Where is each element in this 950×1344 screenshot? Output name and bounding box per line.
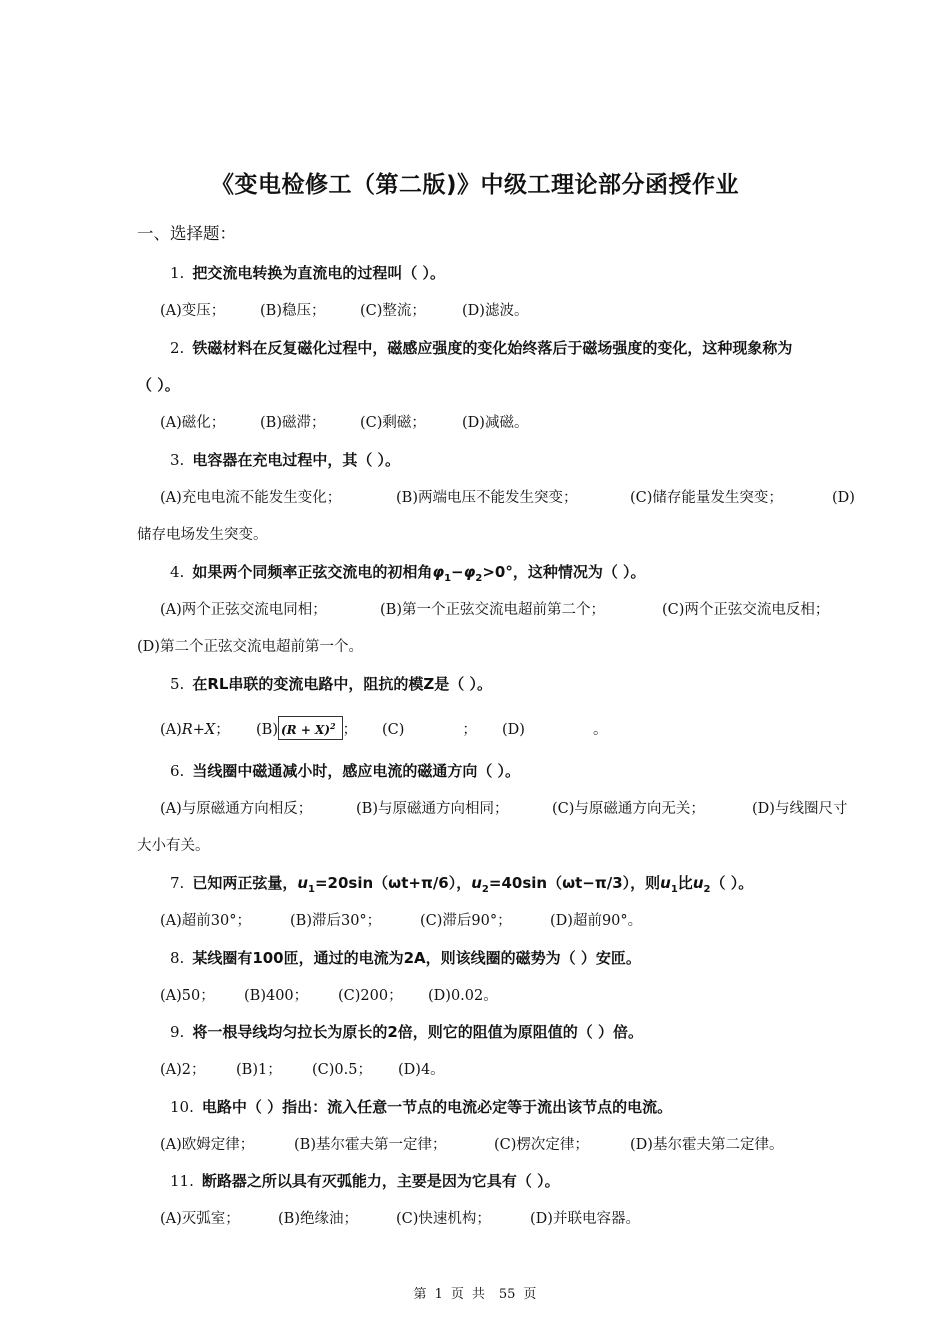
option-a: (A)R+X； (160, 722, 230, 738)
question-number: 3. (170, 451, 185, 469)
option-a: (A)磁化； (160, 415, 226, 431)
option-d: (D)与线圈尺寸 (752, 801, 848, 817)
question-2 (170, 337, 870, 358)
options-4 (160, 598, 829, 619)
options-6 (160, 797, 847, 818)
question-number: 11. (170, 1172, 194, 1190)
option-c: (C)与原磁通方向无关； (552, 801, 705, 817)
formula-image: $(R + X)^2$ (278, 716, 343, 740)
question-5 (170, 673, 870, 694)
option-a: (A)与原磁通方向相反； (160, 801, 313, 817)
option-a: (A)超前30°； (160, 913, 251, 929)
question-number: 4. (170, 563, 185, 581)
question-text: 铁磁材料在反复磁化过程中，磁感应强度的变化始终落后于磁场强度的变化，这种现象称为 (192, 339, 793, 357)
phi-subscript: 1 (444, 573, 452, 584)
option-d: (D)滤波。 (462, 303, 529, 319)
option-d: (D)0.02。 (428, 988, 498, 1004)
options-10 (160, 1133, 783, 1154)
question-text: 把交流电转换为直流电的过程叫（ ）。 (192, 264, 446, 282)
question-number: 7. (170, 874, 185, 892)
option-c: (C)快速机构； (396, 1211, 491, 1227)
options-8 (160, 984, 498, 1005)
option-a: (A)充电电流不能发生变化； (160, 490, 342, 506)
option-b: (B)磁滞； (260, 415, 326, 431)
option-b: (B)稳压； (260, 303, 326, 319)
option-c: (C)滞后90°； (420, 913, 512, 929)
option-d: (D) (832, 490, 855, 506)
option-a: (A)灭弧室； (160, 1211, 240, 1227)
options-6-cont: 大小有关。 (137, 838, 210, 854)
question-number: 9. (170, 1023, 185, 1041)
option-a: (A)欧姆定律； (160, 1137, 255, 1153)
question-text: 断路器之所以具有灭弧能力，主要是因为它具有（ ）。 (201, 1172, 560, 1190)
options-1 (160, 299, 528, 320)
question-number: 1. (170, 264, 185, 282)
question-1 (170, 262, 870, 283)
phi-symbol: φ (432, 563, 445, 581)
option-d: (D)减磁。 (462, 415, 529, 431)
options-4-cont: (D)第二个正弦交流电超前第一个。 (137, 639, 363, 655)
option-c: (C) ； (382, 722, 477, 738)
option-b: (B)绝缘油； (278, 1211, 358, 1227)
option-a: (A)2； (160, 1062, 206, 1078)
question-text: 电容器在充电过程中，其（ ）。 (192, 451, 401, 469)
question-number: 10. (170, 1098, 194, 1116)
question-number: 5. (170, 675, 185, 693)
question-text-cont: （ ）。 (137, 376, 180, 394)
section-heading: 一、选择题： (137, 224, 236, 243)
option-b: (B)与原磁通方向相同； (356, 801, 509, 817)
question-11 (170, 1170, 870, 1191)
question-number: 8. (170, 949, 185, 967)
option-a: (A)变压； (160, 303, 226, 319)
option-d: (D)超前90°。 (550, 913, 643, 929)
question-text: >0°，这种情况为（ ）。 (482, 563, 646, 581)
question-8 (170, 947, 870, 968)
option-a: (A)两个正弦交流电同相； (160, 602, 327, 618)
question-10 (170, 1096, 870, 1117)
option-c: (C)剩磁； (360, 415, 426, 431)
total-pages: 55 (498, 1287, 516, 1302)
option-c: (C)200； (338, 988, 403, 1004)
question-number: 6. (170, 762, 185, 780)
page-footer: 第 1 页 共 55 页 (413, 1287, 537, 1302)
options-11 (160, 1207, 640, 1228)
option-b: (B) $(R + X)^2$ ； (256, 718, 382, 740)
option-b: (B)基尔霍夫第一定律； (294, 1137, 447, 1153)
question-3 (170, 449, 870, 470)
option-c: (C)整流； (360, 303, 426, 319)
phi-subscript: 2 (475, 573, 483, 584)
option-c: (C)楞次定律； (494, 1137, 589, 1153)
question-9 (170, 1021, 870, 1042)
question-text: 某线圈有100匝，通过的电流为2A，则该线圈的磁势为（ ）安匝。 (192, 949, 641, 967)
question-text: 如果两个同频率正弦交流电的初相角 (192, 563, 433, 581)
minus-sign: − (451, 563, 464, 581)
question-text: 当线圈中磁通减小时，感应电流的磁通方向（ ）。 (192, 762, 521, 780)
option-b: (B)1； (236, 1062, 282, 1078)
option-b: (B)400； (244, 988, 309, 1004)
options-3 (160, 486, 855, 507)
question-2-cont (137, 374, 837, 395)
document-title: 《变电检修工（第二版)》中级工理论部分函授作业 (210, 172, 739, 198)
options-3-cont: 储存电场发生突变。 (137, 527, 268, 543)
page-number: 1 (434, 1287, 443, 1302)
options-7 (160, 909, 642, 930)
option-b: (B)第一个正弦交流电超前第二个； (380, 602, 605, 618)
option-a: (A)50； (160, 988, 215, 1004)
phi-symbol: φ (463, 563, 476, 581)
options-2 (160, 411, 528, 432)
option-d: (D)并联电容器。 (530, 1211, 640, 1227)
option-c: (C)储存能量发生突变； (630, 490, 783, 506)
option-d: (D)4。 (398, 1062, 445, 1078)
question-text: 电路中（ ）指出：流入任意一节点的电流必定等于流出该节点的电流。 (201, 1098, 673, 1116)
question-6 (170, 760, 870, 781)
question-4 (170, 561, 870, 584)
question-7: 7. 已知两正弦量，$u_1=20\sin(\omega t+\pi/6)$，$u_2=40\sin(\omega t-\pi/3)$，则$u_1$比$u_2$（ ）。 (170, 874, 754, 895)
option-b: (B)滞后30°； (290, 913, 382, 929)
question-text: 在RL串联的变流电路中，阻抗的模Z是（ ）。 (192, 675, 493, 693)
option-d: (D)基尔霍夫第二定律。 (630, 1137, 784, 1153)
option-b: (B)两端电压不能发生突变； (396, 490, 578, 506)
question-text: 将一根导线均匀拉长为原长的2倍，则它的阻值为原阻值的（ ）倍。 (192, 1023, 643, 1041)
option-c: (C)两个正弦交流电反相； (662, 602, 830, 618)
options-5 (160, 718, 607, 740)
option-c: (C)0.5； (312, 1062, 372, 1078)
options-9 (160, 1058, 445, 1079)
option-d: (D) 。 (502, 722, 608, 738)
question-number: 2. (170, 339, 185, 357)
